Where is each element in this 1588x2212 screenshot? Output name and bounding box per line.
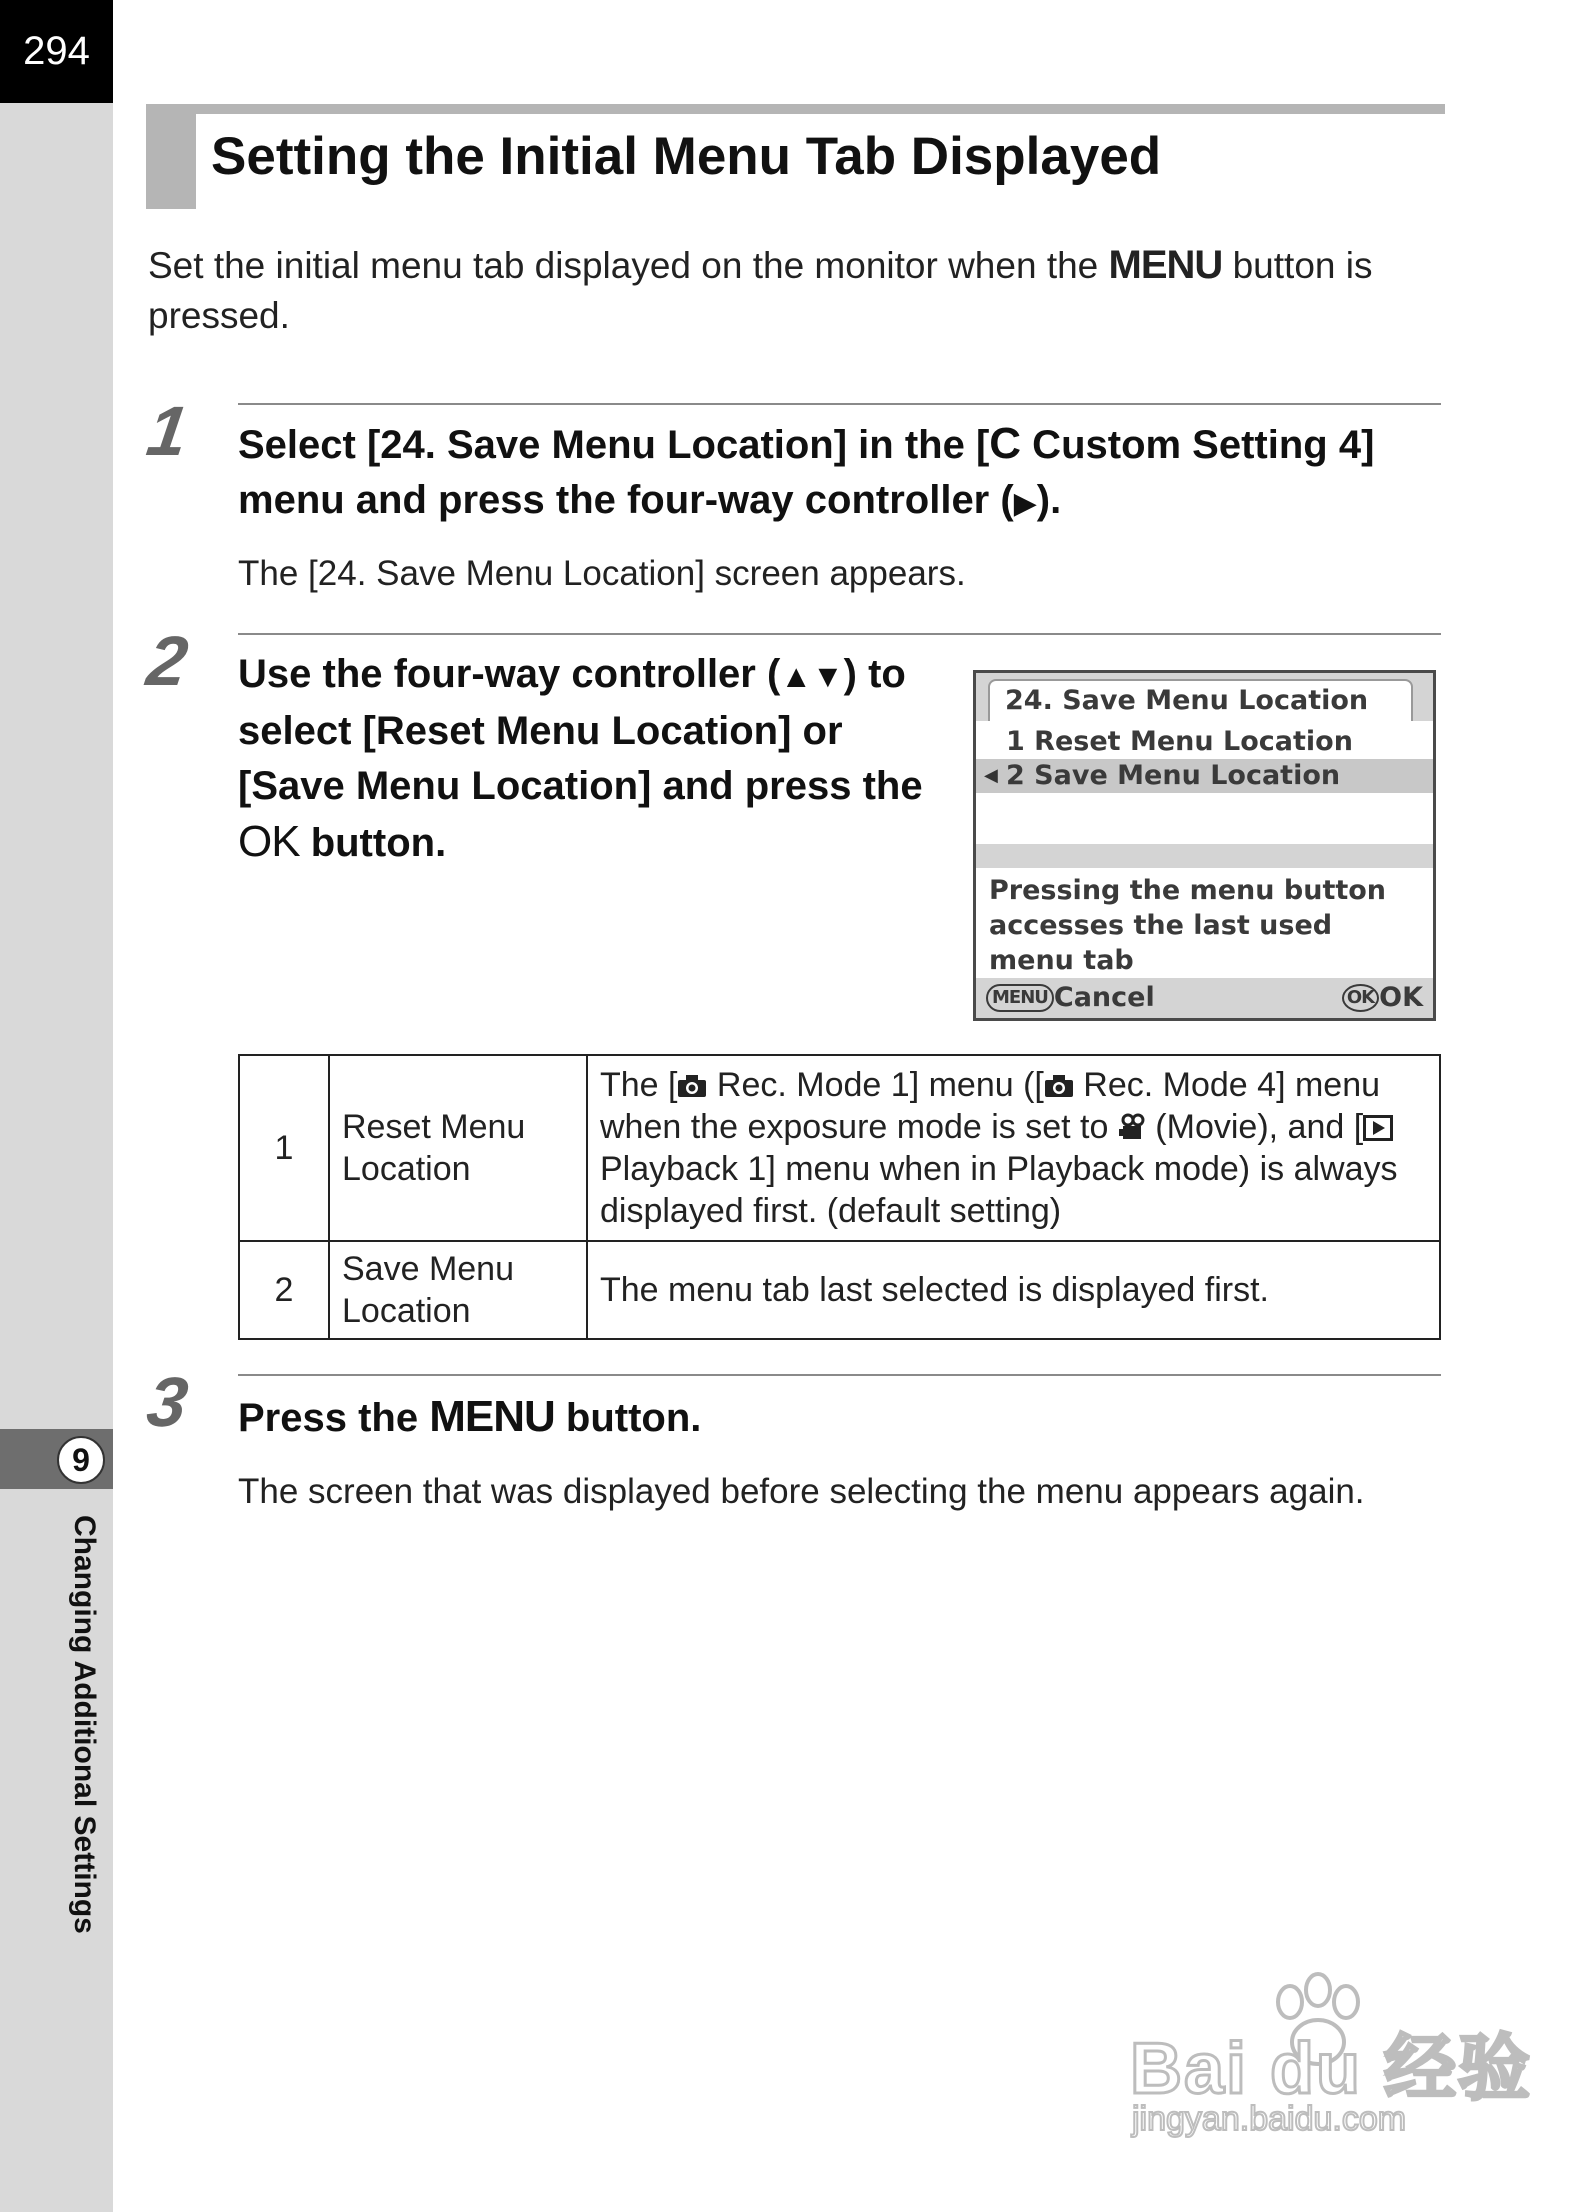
step-3-rule xyxy=(238,1374,1441,1376)
camera-option-list xyxy=(976,721,1433,844)
selection-arrow-icon: ◀ xyxy=(984,765,998,786)
step-2-rule xyxy=(238,633,1441,635)
movie-icon xyxy=(1118,1113,1146,1141)
header-block xyxy=(146,104,196,209)
page-title: Setting the Initial Menu Tab Displayed xyxy=(211,127,1162,186)
header-rule xyxy=(146,104,1445,114)
cancel-hint: MENU Cancel xyxy=(986,978,1155,1018)
step-3-number: 3 xyxy=(142,1363,193,1441)
camera-description: Pressing the menu button accesses the last used menu tab xyxy=(976,868,1433,978)
ok-hint: OK OK xyxy=(1342,978,1423,1018)
option-number: 1 xyxy=(239,1055,329,1241)
camera-icon xyxy=(1044,1074,1074,1098)
camera-footer xyxy=(976,978,1433,1018)
menu-button-label: MENU xyxy=(1108,243,1223,287)
option-number: 2 xyxy=(239,1241,329,1339)
arrow-right-icon: ▶ xyxy=(1013,487,1037,520)
camera-screen xyxy=(973,670,1436,1021)
menu-key-icon: MENU xyxy=(986,984,1054,1012)
options-table xyxy=(238,1054,1441,1340)
page-number: 294 xyxy=(0,0,113,103)
option-description: The [ Rec. Mode 1] menu ([ Rec. Mode 4] menu when the exposure mode is set to (Movie), and [ Playback 1] menu when in Playback mode) is always displayed first. (default setting) xyxy=(587,1055,1440,1241)
step-1-body: The [24. Save Menu Location] screen appears. xyxy=(238,554,966,593)
chapter-title: Changing Additional Settings xyxy=(68,1515,101,1934)
chapter-number: 9 xyxy=(57,1436,105,1484)
step-1-heading: Select [24. Save Menu Location] in the [C Custom Setting 4] menu and press the four-way controller (▶). xyxy=(238,419,1375,522)
step-2-number: 2 xyxy=(142,622,193,700)
playback-icon xyxy=(1363,1115,1393,1141)
option-description: The menu tab last selected is displayed first. xyxy=(587,1241,1440,1339)
menu-button-label: MENU xyxy=(429,1392,555,1441)
camera-option-reset: 1 Reset Menu Location xyxy=(1006,726,1353,757)
custom-setting-icon: C xyxy=(989,419,1022,468)
option-name: Reset Menu Location xyxy=(329,1055,587,1241)
arrow-up-down-icon: ▲▼ xyxy=(780,658,844,694)
intro-paragraph: Set the initial menu tab displayed on the monitor when the MENU button is pressed. xyxy=(148,243,1373,336)
step-1-rule xyxy=(238,403,1441,405)
watermark-url: jingyan.baidu.com xyxy=(1132,2100,1407,2138)
camera-option-save: ◀ 2 Save Menu Location xyxy=(976,759,1433,793)
table-row xyxy=(239,1241,1440,1339)
watermark-brand: Bai du 经验 xyxy=(1130,2029,1533,2109)
step-2-heading: Use the four-way controller (▲▼) to select [Reset Menu Location] or [Save Menu Location] and press the OK button. xyxy=(238,652,923,866)
option-name: Save Menu Location xyxy=(329,1241,587,1339)
ok-button-label: OK xyxy=(238,817,300,866)
step-1-number: 1 xyxy=(142,392,193,470)
camera-screen-panel xyxy=(976,673,1433,1018)
step-3-body: The screen that was displayed before selecting the menu appears again. xyxy=(238,1472,1365,1511)
table-row xyxy=(239,1055,1440,1241)
step-3-heading: Press the MENU button. xyxy=(238,1392,702,1441)
camera-screen-title: 24. Save Menu Location xyxy=(988,679,1413,721)
ok-key-icon: OK xyxy=(1342,984,1379,1012)
camera-icon xyxy=(677,1074,707,1098)
